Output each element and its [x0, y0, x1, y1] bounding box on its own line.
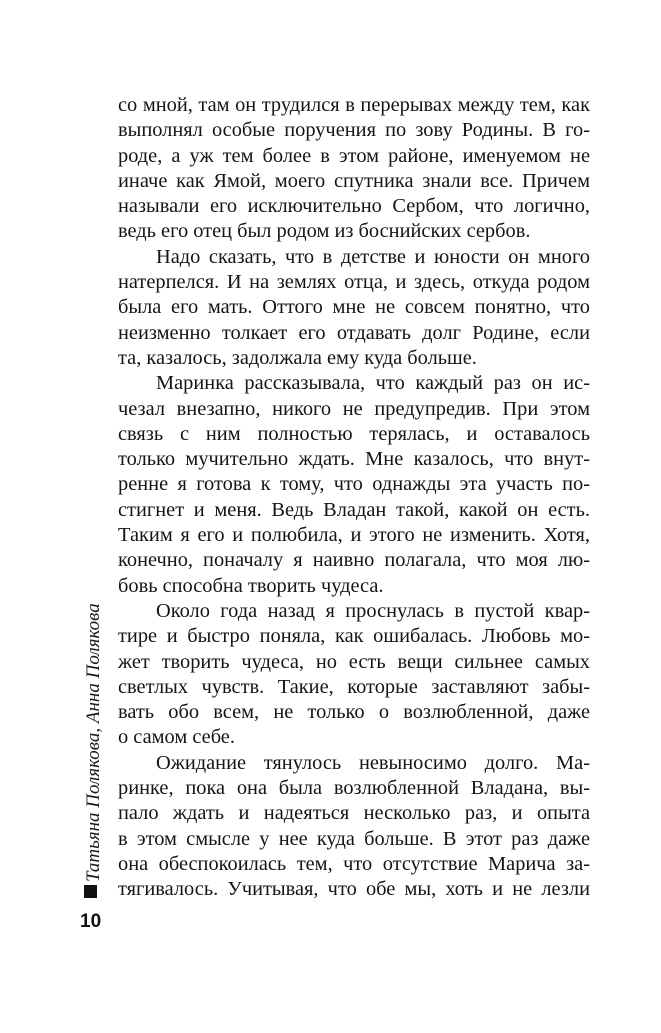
text-line: она обеспокоилась тем, что отсутствие Марича за- [118, 852, 590, 875]
text-line: тягивалось. Учитывая, что обе мы, хоть и не лезли [118, 878, 590, 901]
text-line: стигнет и меня. Ведь Владан такой, какой он есть. [118, 498, 590, 521]
text-line: была его мать. Оттого мне не совсем понятно, что [118, 296, 590, 319]
text-line: та, казалось, задолжала ему куда больше. [118, 346, 477, 369]
text-line: связь с ним полностью терялась, и оставалось [118, 422, 590, 445]
text-line: Таким я его и полюбила, и этого не изменить. Хотя, [118, 524, 590, 547]
text-line: называли его исключительно Сербом, что логично, [118, 195, 590, 218]
page-text [118, 93, 590, 903]
paragraph-1 [118, 93, 590, 245]
text-line: со мной, там он трудился в перерывах между тем, как [118, 94, 590, 116]
text-line: жет творить чудеса, но есть вещи сильнее самых [118, 650, 590, 673]
paragraph-2 [118, 245, 590, 371]
text-line: о самом себе. [118, 726, 235, 749]
text-line: чезал внезапно, никого не предупредив. При этом [118, 397, 590, 420]
text-line: светлых чувств. Такие, которые заставляют забы- [118, 675, 590, 698]
text-line: Надо сказать, что в детстве и юности он много [156, 245, 590, 268]
paragraph-5 [118, 751, 590, 903]
paragraph-4 [118, 599, 590, 751]
running-head-square-marker [84, 885, 97, 898]
text-line: ренне я готова к тому, что однажды эта участь по- [118, 473, 590, 496]
text-line: неизменно толкает его отдавать долг Родине, если [118, 321, 590, 344]
text-line: только мучительно ждать. Мне казалось, что внут- [118, 448, 590, 471]
page-number: 10 [80, 911, 102, 932]
text-line: тире и быстро поняла, как ошибалась. Любовь мо- [118, 625, 590, 648]
text-line: ведь его отец был родом из боснийских сербов. [118, 220, 531, 243]
text-line: ринке, пока она была возлюбленной Владана, вы- [118, 777, 590, 800]
running-head-authors: Татьяна Полякова, Анна Полякова [83, 603, 104, 882]
text-line: бовь способна творить чудеса. [118, 574, 384, 597]
text-line: вать обо всем, не только о возлюбленной, даже [118, 701, 590, 724]
text-line: в этом смысле у нее куда больше. В этот раз даже [118, 827, 590, 850]
text-line: роде, а уж тем более в этом районе, именуемом не [118, 144, 590, 167]
text-line: иначе как Ямой, моего спутника знали все. Причем [118, 169, 590, 192]
text-line: натерпелся. И на землях отца, и здесь, откуда родом [118, 271, 590, 294]
text-line: конечно, поначалу я наивно полагала, что моя лю- [118, 549, 590, 572]
text-line: Около года назад я проснулась в пустой квар- [156, 599, 590, 622]
text-line: Маринка рассказывала, что каждый раз он ис- [156, 372, 590, 395]
text-line: пало ждать и надеяться несколько раз, и опыта [118, 802, 590, 825]
text-line: Ожидание тянулось невыносимо долго. Ма- [156, 751, 590, 774]
paragraph-3 [118, 371, 590, 599]
text-line: выполнял особые поручения по зову Родины. В го- [118, 119, 590, 142]
